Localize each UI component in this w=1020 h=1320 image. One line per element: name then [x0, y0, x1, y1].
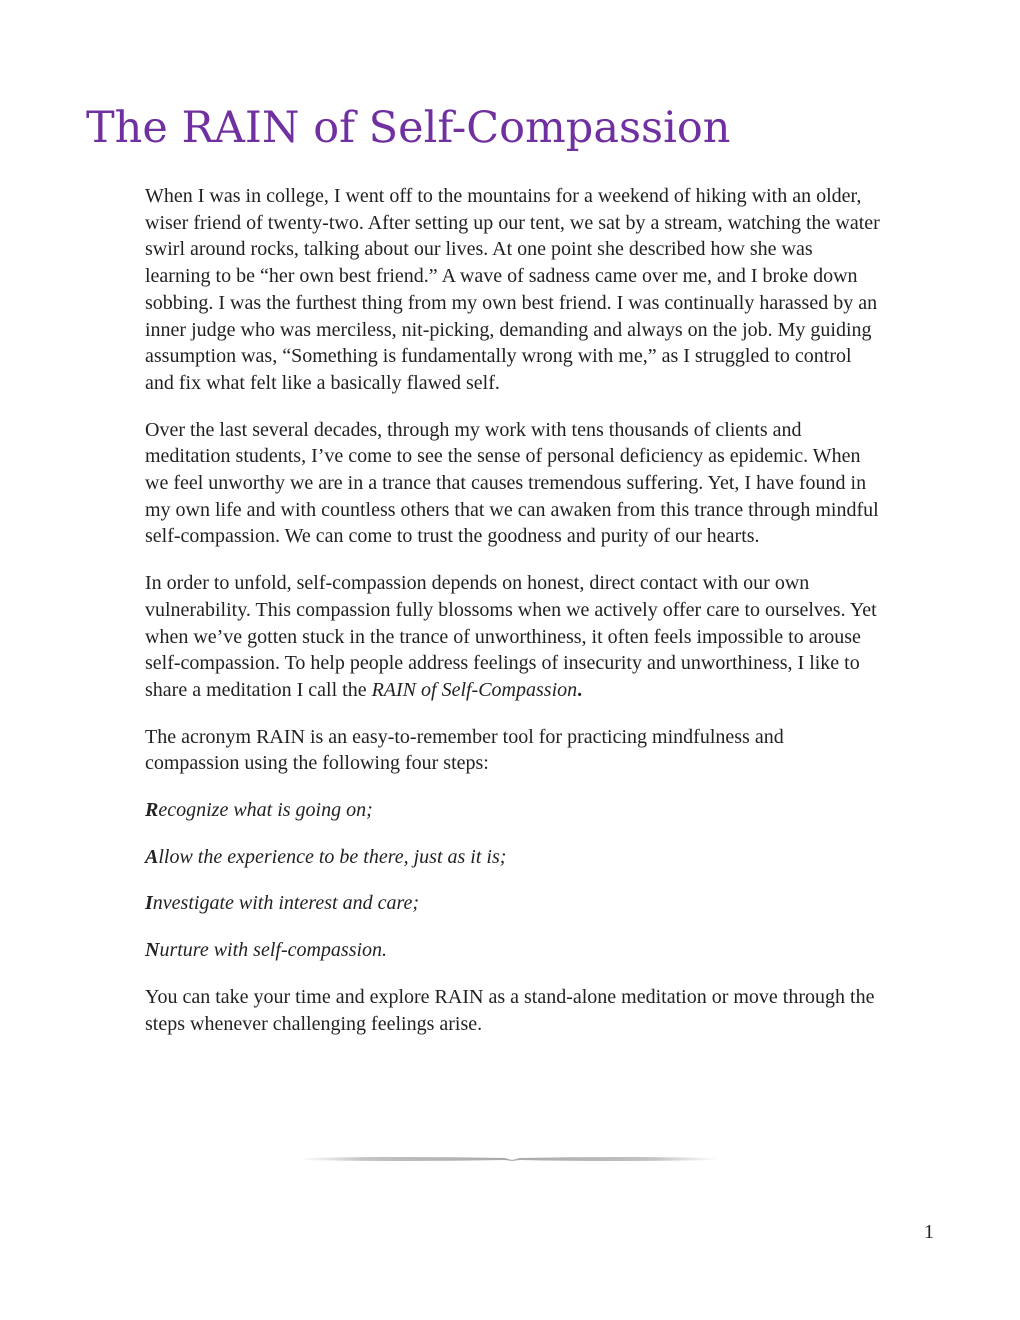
paragraph-deficiency: Over the last several decades, through my work with tens thousands of clients and meditation students, I’ve come to see the sense of personal deficiency as epidemic. When we feel unworthy we are in a trance that causes tremendous suffering. Yet, I have found in my own life and with countless others that we can awaken from this trance through mindful self-compassion. We can come to trust the goodness and purity of our hearts. — [145, 418, 879, 548]
step-initial: R — [145, 799, 159, 822]
step-investigate — [145, 890, 880, 917]
step-text: urture with self-compassion. — [159, 939, 388, 962]
step-initial: A — [145, 845, 159, 868]
page-number: 1 — [924, 1221, 934, 1243]
step-text: llow the experience to be there, just as it is; — [158, 845, 507, 868]
paragraph-unfold-italic: RAIN of Self-Compassion — [371, 678, 578, 701]
paragraph-intro: When I was in college, I went off to the mountains for a weekend of hiking with an older, wiser friend of twenty-two. After setting up our tent, we sat by a stream, watching the water swirl around rocks, talking about our lives. At one point she described how she was learning to be “her own best friend.” A wave of sadness came over me, and I broke down sobbing. I was the furthest thing from my own best friend. I was continually harassed by an inner judge who was merciless, nit-picking, demanding and always on the job. My guiding assumption was, “Something is fundamentally wrong with me,” as I struggled to control and fix what felt like a basically flawed self. — [145, 185, 880, 394]
step-nurture — [145, 937, 880, 964]
step-text: ecognize what is going on; — [158, 799, 373, 822]
step-allow — [145, 844, 880, 871]
paragraph-unfold — [145, 570, 880, 704]
step-recognize — [145, 797, 880, 824]
paragraph-acronym: The acronym RAIN is an easy-to-remember tool for practicing mindfulness and compassion using the following four steps: — [145, 725, 784, 775]
step-initial: N — [145, 939, 160, 962]
document-body — [145, 183, 880, 1057]
decorative-divider — [300, 1154, 718, 1164]
paragraph-unfold-period: . — [577, 678, 583, 701]
step-initial: I — [145, 892, 153, 915]
step-text: nvestigate with interest and care; — [152, 892, 420, 915]
paragraph-unfold-text: In order to unfold, self-compassion depends on honest, direct contact with our own vulnerability. This compassion fully blossoms when we actively offer care to ourselves. Yet when we’ve gotten stuck in the trance of unworthiness, it often feels impossible to arouse self-compassion. To help people address feelings of insecurity and unworthiness, I like to share a meditation I call the — [145, 572, 877, 701]
page-title: The RAIN of Self-Compassion — [86, 103, 731, 153]
paragraph-closing: You can take your time and explore RAIN as a stand-alone meditation or move through the steps whenever challenging feelings arise. — [145, 985, 875, 1035]
